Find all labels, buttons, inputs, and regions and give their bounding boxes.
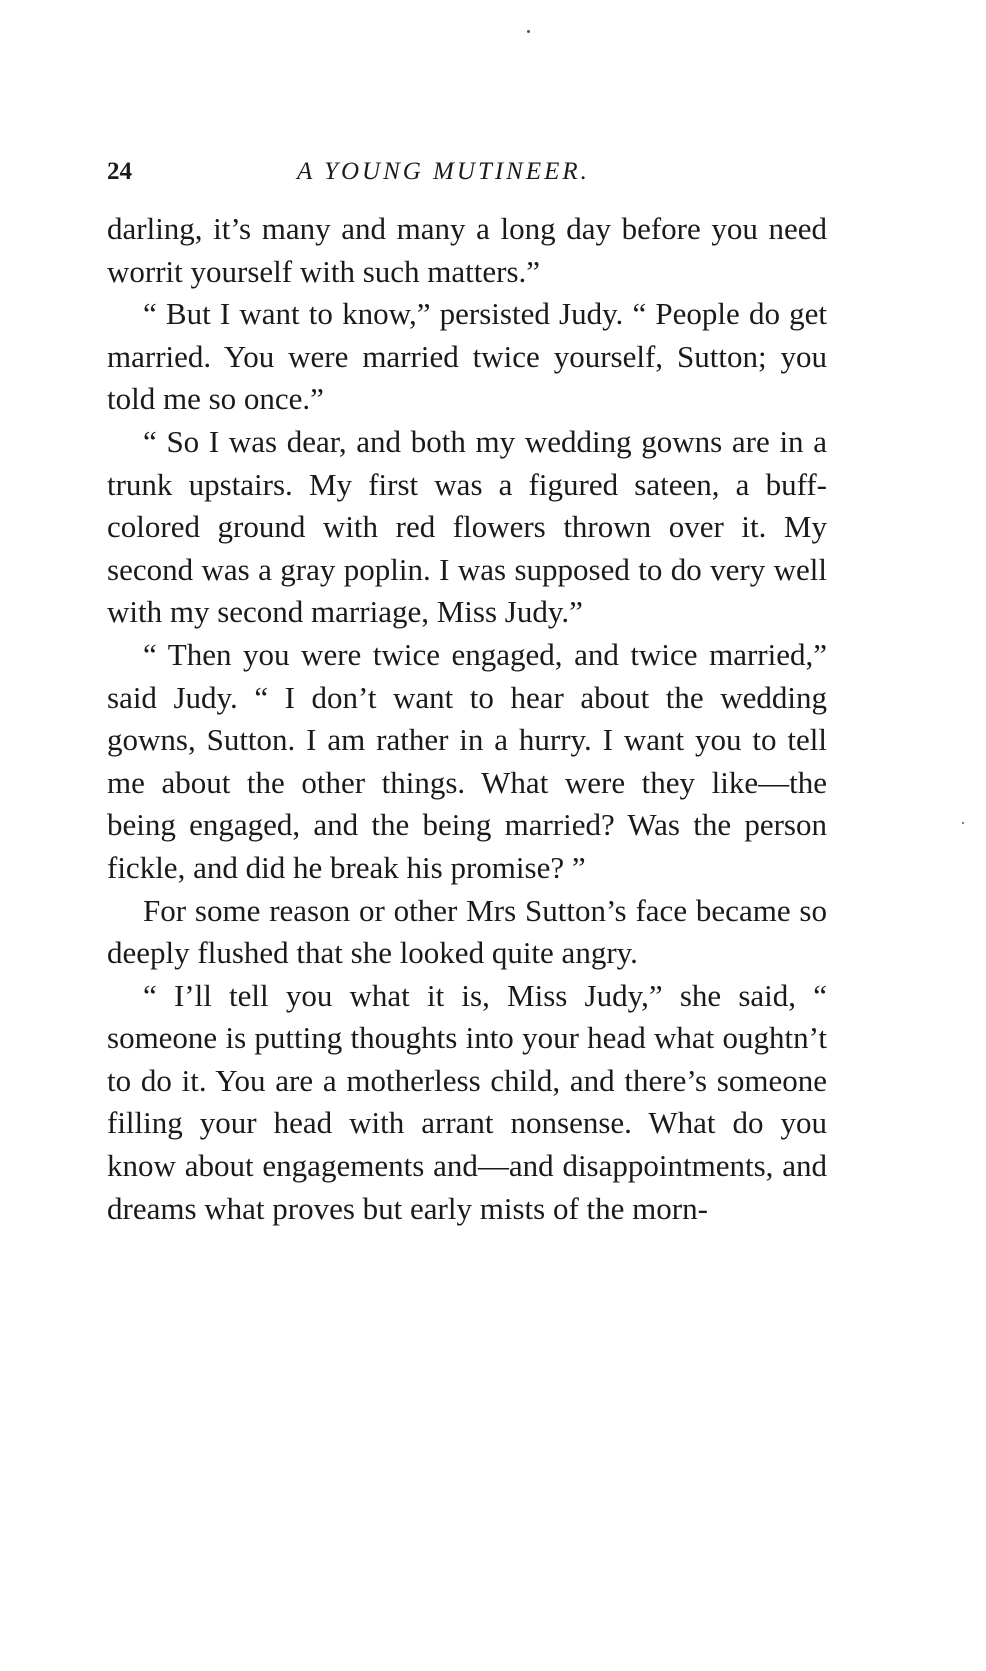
running-head [107,158,827,198]
body-text [107,208,827,1230]
running-title: A YOUNG MUTINEER. [297,158,590,185]
ink-speck [527,30,530,33]
paragraph: “ So I was dear, and both my wedding gowns are in a trunk upstairs. My first was a figured sateen, a buff-colored ground with red flowers thrown over it. My second was a gray poplin. I was supposed to do very well with my second marriage, Miss Judy.” [107,423,827,630]
paragraph: For some reason or other Mrs Sutton’s face became so deeply flushed that she looked quite angry. [107,892,827,971]
page-number: 24 [107,158,132,185]
paragraph: “ I’ll tell you what it is, Miss Judy,” she said, “ someone is putting thoughts into your head what oughtn’t to do it. You are a motherless child, and there’s someone filling your head with arrant nonsense. What do you know about engagements and—and disappointments, and dreams what proves but early mists of the morn- [107,977,827,1226]
paragraph: “ Then you were twice engaged, and twice married,” said Judy. “ I don’t want to hear about the wedding gowns, Sutton. I am rather in a hurry. I want you to tell me about the other things. What were they like—the being engaged, and the being married? Was the person fickle, and did he break his promise? ” [107,636,827,885]
paragraph: “ But I want to know,” persisted Judy. “ People do get married. You were married twice yourself, Sutton; you told me so once.” [107,296,827,417]
ink-speck [962,822,964,824]
paragraph: darling, it’s many and many a long day before you need worrit yourself with such matters.” [107,211,827,289]
